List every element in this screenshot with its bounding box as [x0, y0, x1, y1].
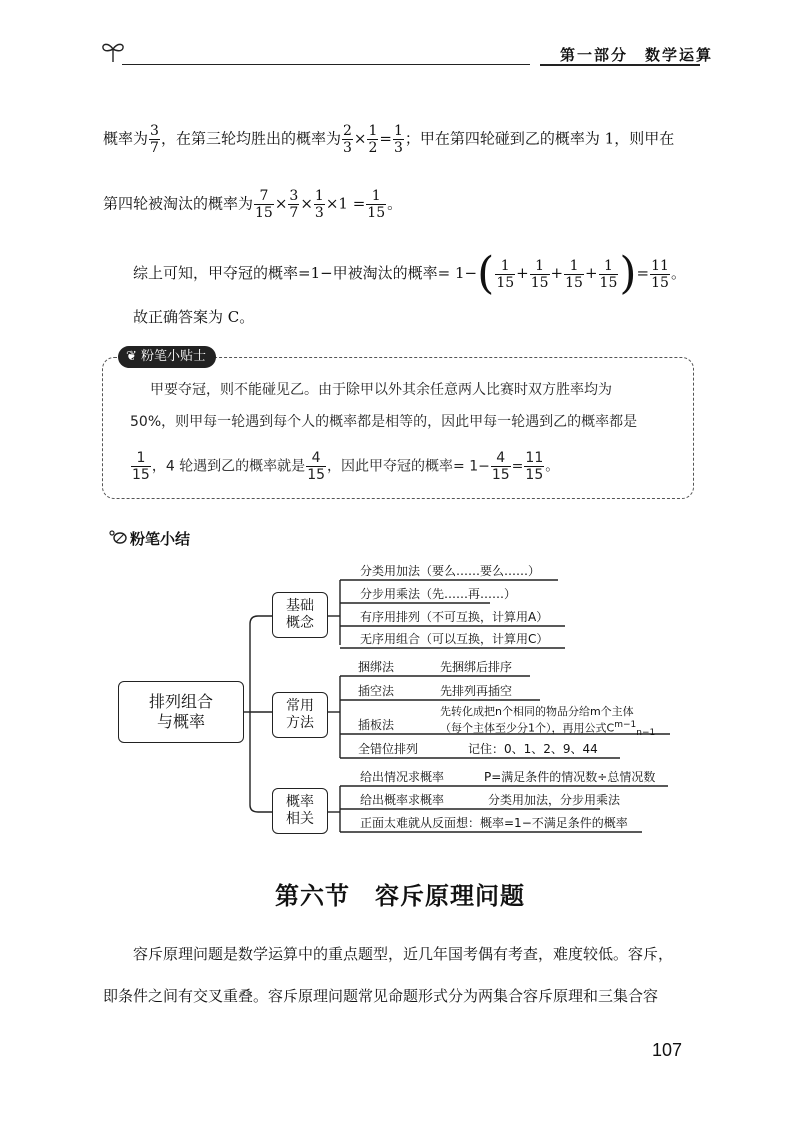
leaf-partition-key: 插板法 — [358, 718, 395, 732]
tip-badge: ❦ 粉笔小贴士 — [118, 346, 216, 368]
leaf-gap-key: 插空法 — [358, 684, 395, 698]
summary-icon — [108, 528, 128, 546]
mind-map-group-probability: 概率 相关 — [272, 788, 328, 834]
sprout-icon: ❦ — [126, 349, 142, 364]
paragraph-5-line-2: 即条件之间有交叉重叠。容斥原理问题常见命题形式分为两集合容斥原理和三集合容 — [103, 987, 659, 1005]
paragraph-5-line-1: 容斥原理问题是数学运算中的重点题型，近几年国考偶有考查，难度较低。容斥， — [133, 945, 674, 963]
leaf-cases-key: 给出情况求概率 — [360, 770, 445, 784]
leaf-bundling-value: 先捆绑后排序 — [440, 660, 513, 674]
mind-map-group-methods: 常用 方法 — [272, 692, 328, 738]
leaf-combination: 无序用组合（可以互换，计算用C） — [360, 632, 549, 646]
leaf-partition-value-2: （每个主体至少分1个），再用公式$C^{m-1}_{n-1}$ — [440, 720, 656, 738]
leaf-multiplication: 分步用乘法（先……再……） — [360, 587, 517, 601]
leaf-gap-value: 先排列再插空 — [440, 684, 513, 698]
answer-line: 故正确答案为 C。 — [133, 308, 255, 326]
leaf-derangement-value: 记住：0、1、2、9、44 — [468, 742, 598, 756]
leaf-complement: 正面太难就从反面想：概率=1−不满足条件的概率 — [360, 816, 628, 830]
header-title: 第一部分 数学运算 — [560, 46, 714, 64]
paragraph-3: 综上可知，甲夺冠的概率=1−甲被淘汰的概率= 1−( $\frac{1}{15}$ + $\frac{1}{15}$ + $\frac{1}{15}$ + $\frac{1}{15}$ )= $\frac{11}{15}$ 。 — [133, 248, 686, 299]
leaf-given-prob-key: 给出概率求概率 — [360, 793, 445, 807]
leaf-bundling-key: 捆绑法 — [358, 660, 395, 674]
tip-line-1: 甲要夺冠，则不能碰见乙。由于除甲以外其余任意两人比赛时双方胜率均为 — [150, 382, 612, 398]
leaf-given-prob-value: 分类用加法，分步用乘法 — [488, 793, 621, 807]
leaf-partition-value: 先转化成把n个相同的物品分给m个主体 — [440, 705, 634, 718]
leaf-addition: 分类用加法（要么……要么……） — [360, 564, 541, 578]
paragraph-1: 概率为 $\frac{3}{7}$ ，在第三轮均胜出的概率为 $\frac{2}{3}$ × $\frac{1}{2}$ = $\frac{1}{3}$ ；甲在第四轮碰到乙的概率为 1，则甲在 — [103, 123, 675, 156]
leaf-cases-value: P=满足条件的情况数÷总情况数 — [484, 770, 656, 784]
tip-line-3: $\frac{1}{15}$ ，4 轮遇到乙的概率就是 $\frac{4}{15}$ ，因此甲夺冠的概率= 1− $\frac{4}{15}$ = $\frac{11}{15}$ 。 — [132, 450, 560, 483]
page-number: 107 — [652, 1040, 683, 1060]
leaf-derangement-key: 全错位排列 — [358, 742, 419, 756]
sprout-icon — [100, 38, 126, 64]
mind-map-group-basic: 基础 概念 — [272, 592, 328, 638]
tip-line-2: 50%，则甲每一轮遇到每个人的概率都是相等的，因此甲每一轮遇到乙的概率都是 — [130, 414, 638, 430]
paragraph-2: 第四轮被淘汰的概率为 $\frac{7}{15}$ × $\frac{3}{7}$ × $\frac{1}{3}$ ×1 = $\frac{1}{15}$ 。 — [103, 188, 403, 221]
mind-map-root: 排列组合 与概率 — [118, 681, 244, 743]
summary-title: 粉笔小结 — [130, 530, 191, 548]
leaf-permutation: 有序用排列（不可互换，计算用A） — [360, 610, 549, 624]
section-title: 第六节 容斥原理问题 — [275, 882, 525, 910]
header-rule — [122, 64, 530, 65]
